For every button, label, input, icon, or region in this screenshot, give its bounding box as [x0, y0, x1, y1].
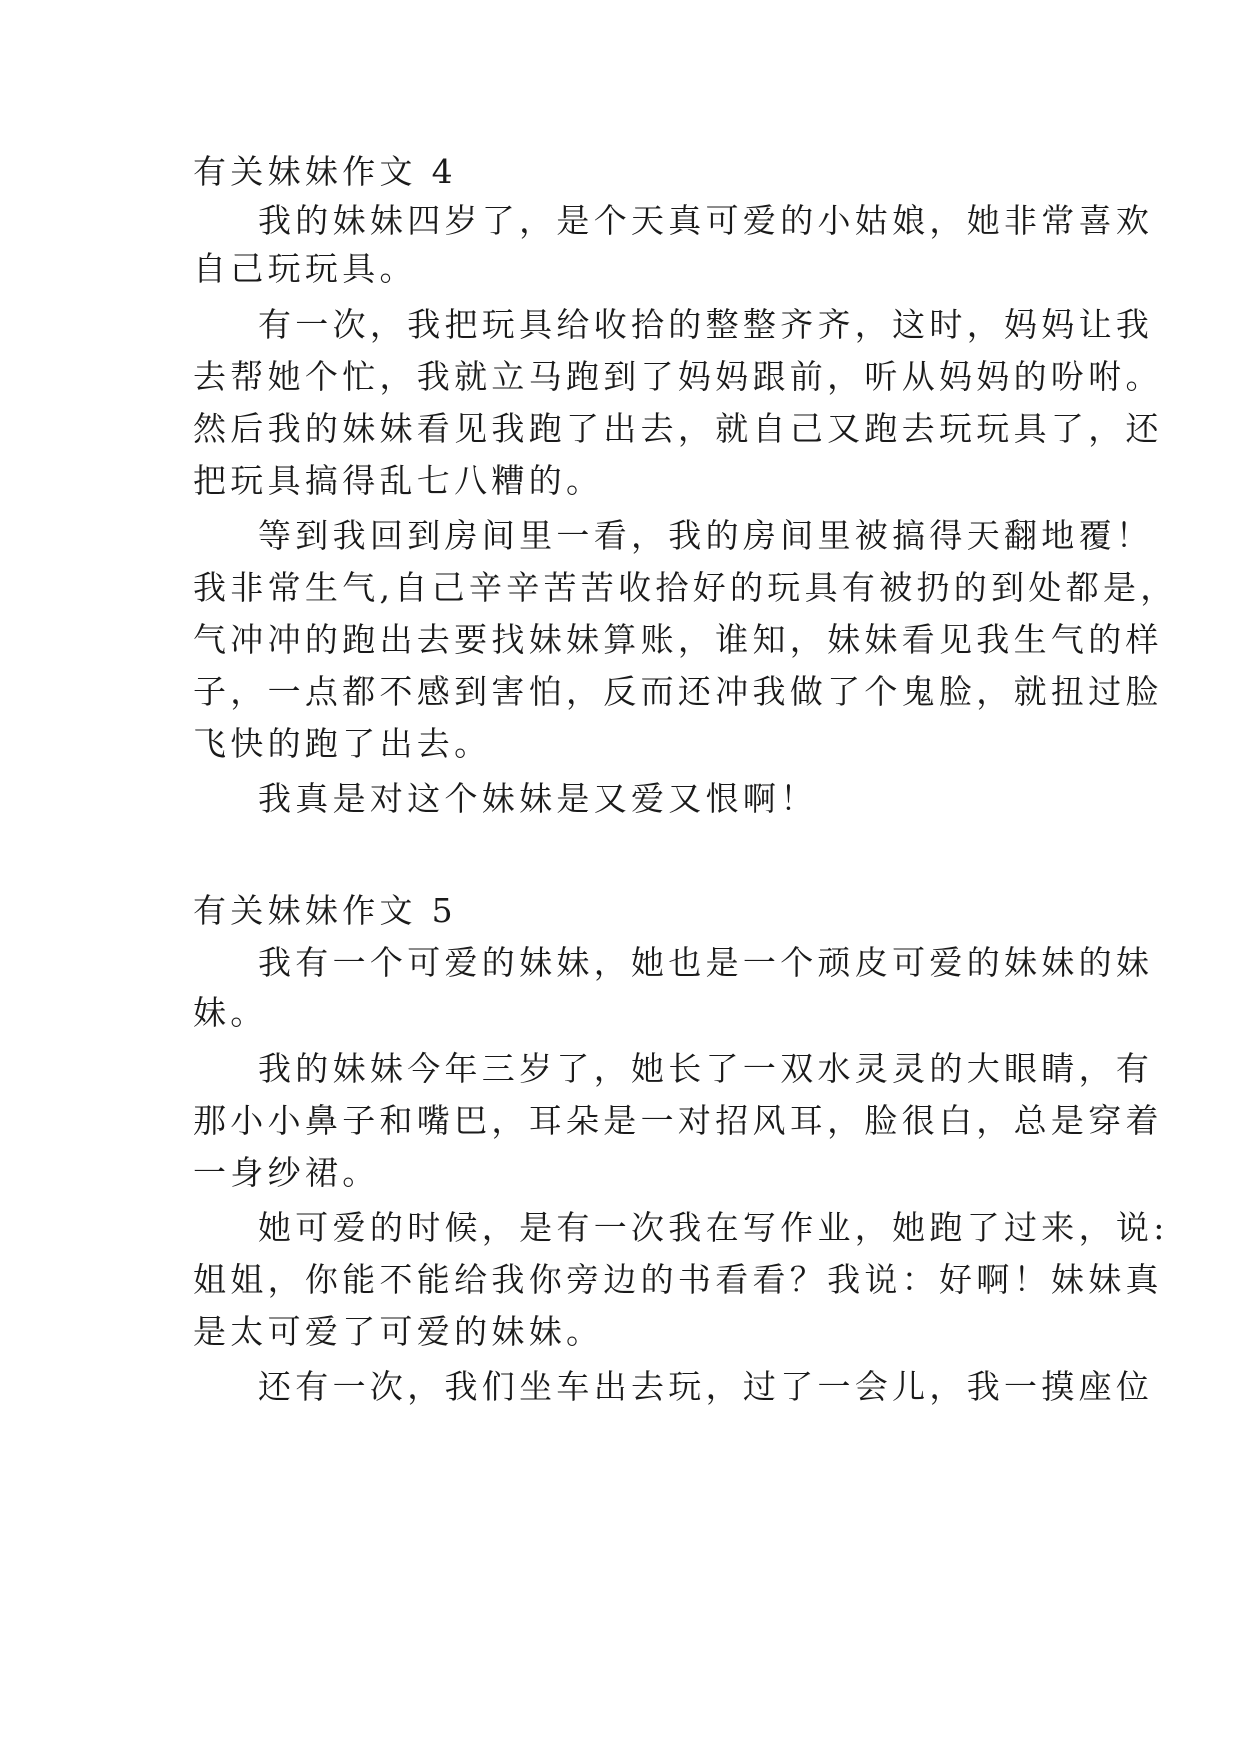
paragraph-line: 飞快的跑了出去。 [193, 724, 492, 763]
section-title: 有关妹妹作文 5 [193, 891, 457, 930]
paragraph-line: 是太可爱了可爱的妹妹。 [193, 1312, 604, 1351]
paragraph-line: 我的妹妹今年三岁了，她长了一双水灵灵的大眼睛，有 [258, 1049, 1154, 1088]
paragraph-line: 我非常生气,自己辛辛苦苦收拾好的玩具有被扔的到处都是， [193, 568, 1178, 607]
paragraph-line: 子，一点都不感到害怕，反而还冲我做了个鬼脸，就扭过脸 [193, 672, 1163, 711]
paragraph-line: 然后我的妹妹看见我跑了出去，就自己又跑去玩玩具了，还 [193, 409, 1163, 448]
paragraph-line: 有一次，我把玩具给收拾的整整齐齐，这时，妈妈让我 [258, 305, 1154, 344]
paragraph-line: 去帮她个忙，我就立马跑到了妈妈跟前，听从妈妈的吩咐。 [193, 357, 1163, 396]
paragraph-line: 等到我回到房间里一看，我的房间里被搞得天翻地覆！ [258, 516, 1154, 555]
paragraph-line: 那小小鼻子和嘴巴，耳朵是一对招风耳，脸很白，总是穿着 [193, 1101, 1163, 1140]
paragraph-line: 气冲冲的跑出去要找妹妹算账，谁知，妹妹看见我生气的样 [193, 620, 1163, 659]
paragraph-line: 还有一次，我们坐车出去玩，过了一会儿，我一摸座位 [258, 1367, 1154, 1406]
section-title: 有关妹妹作文 4 [193, 152, 457, 191]
paragraph-line: 把玩具搞得乱七八糟的。 [193, 461, 604, 500]
paragraph-line: 一身纱裙。 [193, 1153, 380, 1192]
paragraph-line: 自己玩玩具。 [193, 249, 417, 288]
paragraph-line: 姐姐，你能不能给我你旁边的书看看？我说：好啊！妹妹真 [193, 1260, 1163, 1299]
paragraph-line: 妹。 [193, 993, 268, 1032]
paragraph-line: 我真是对这个妹妹是又爱又恨啊！ [258, 779, 818, 818]
paragraph-line: 她可爱的时候，是有一次我在写作业，她跑了过来，说: [258, 1208, 1169, 1247]
paragraph-line: 我有一个可爱的妹妹，她也是一个顽皮可爱的妹妹的妹 [258, 943, 1154, 982]
paragraph-line: 我的妹妹四岁了，是个天真可爱的小姑娘，她非常喜欢 [258, 201, 1154, 240]
